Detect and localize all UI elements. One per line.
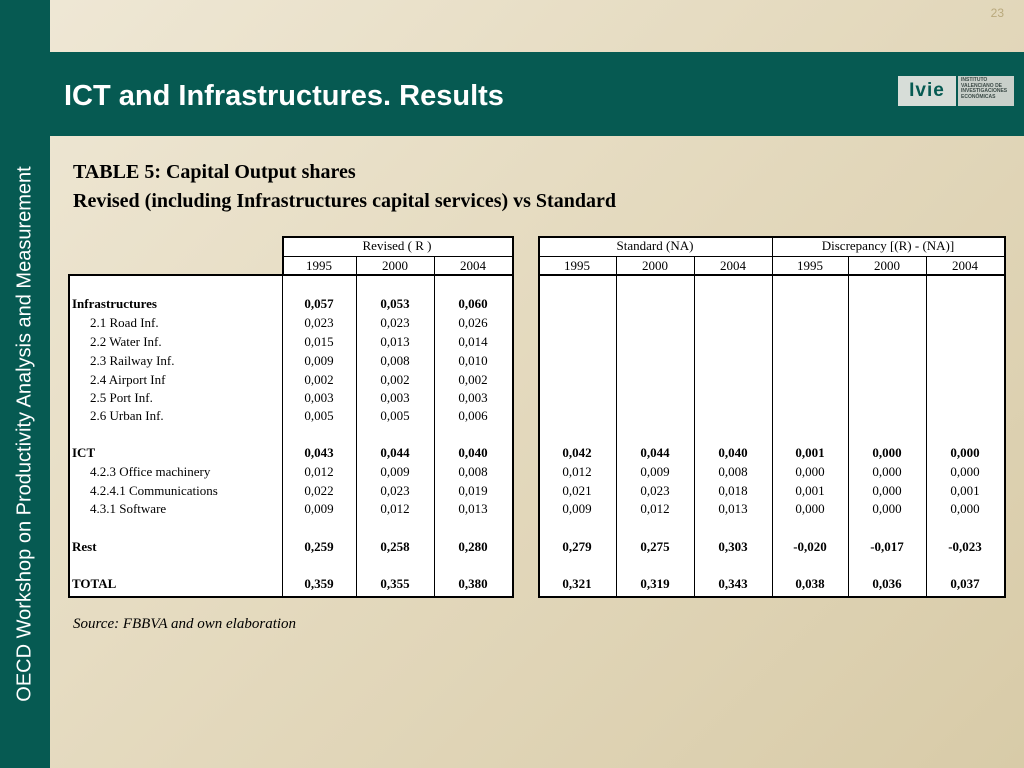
- row-label: 4.2.3 Office machinery: [90, 464, 211, 479]
- discrepancy-value: 0,000: [795, 501, 825, 516]
- row-label: 4.2.4.1 Communications: [90, 483, 218, 498]
- revised-value: 0,015: [304, 334, 334, 349]
- revised-value: 0,008: [380, 353, 410, 368]
- revised-value: 0,005: [380, 408, 410, 423]
- standard-value: 0,044: [640, 445, 670, 460]
- discrepancy-value: 0,036: [872, 576, 902, 591]
- discrepancy-value: -0,023: [948, 539, 982, 554]
- discrepancy-value: 0,000: [872, 501, 902, 516]
- row-label: 2.5 Port Inf.: [90, 390, 153, 405]
- standard-value: 0,042: [562, 445, 592, 460]
- revised-value: 0,259: [304, 539, 334, 554]
- standard-value: 0,018: [718, 483, 748, 498]
- discrepancy-value: 0,037: [950, 576, 980, 591]
- discrepancy-value: 0,000: [795, 464, 825, 479]
- discrepancy-value: 0,000: [950, 464, 980, 479]
- revised-value: 0,380: [458, 576, 488, 591]
- revised-value: 0,040: [458, 445, 488, 460]
- year-header: 1995: [306, 258, 332, 273]
- discrepancy-value: -0,020: [793, 539, 827, 554]
- standard-value: 0,321: [562, 576, 592, 591]
- revised-value: 0,009: [304, 353, 334, 368]
- right-header-divider: [538, 256, 1004, 257]
- year-header: 2000: [642, 258, 668, 273]
- standard-value: 0,021: [562, 483, 592, 498]
- standard-value: 0,012: [562, 464, 592, 479]
- revised-value: 0,023: [380, 315, 410, 330]
- revised-value: 0,019: [458, 483, 488, 498]
- revised-value: 0,002: [380, 372, 410, 387]
- revised-value: 0,023: [380, 483, 410, 498]
- standard-value: 0,009: [562, 501, 592, 516]
- sidebar-band: [0, 0, 50, 768]
- source-note: Source: FBBVA and own elaboration: [73, 616, 297, 632]
- standard-value: 0,009: [640, 464, 670, 479]
- revised-value: 0,280: [458, 539, 488, 554]
- revised-value: 0,057: [304, 296, 334, 311]
- discrepancy-value: 0,000: [950, 445, 980, 460]
- row-label: ICT: [72, 445, 96, 460]
- discrepancy-value: 0,000: [872, 483, 902, 498]
- page-title: ICT and Infrastructures. Results: [64, 80, 504, 112]
- revised-value: 0,022: [304, 483, 334, 498]
- discrepancy-value: 0,038: [795, 576, 825, 591]
- revised-value: 0,053: [380, 296, 410, 311]
- revised-value: 0,012: [304, 464, 334, 479]
- standard-value: 0,319: [640, 576, 670, 591]
- row-label: 4.3.1 Software: [90, 501, 167, 516]
- revised-value: 0,003: [458, 390, 488, 405]
- revised-value: 0,026: [458, 315, 488, 330]
- row-label: 2.2 Water Inf.: [90, 334, 162, 349]
- discrepancy-value: 0,000: [950, 501, 980, 516]
- revised-value: 0,002: [458, 372, 488, 387]
- revised-value: 0,043: [304, 445, 334, 460]
- revised-value: 0,013: [458, 501, 488, 516]
- standard-value: 0,040: [718, 445, 748, 460]
- revised-value: 0,003: [304, 390, 334, 405]
- year-header: 2000: [382, 258, 408, 273]
- revised-value: 0,359: [304, 576, 334, 591]
- revised-value: 0,023: [304, 315, 334, 330]
- standard-value: 0,343: [718, 576, 748, 591]
- revised-value: 0,355: [380, 576, 410, 591]
- standard-value: 0,279: [562, 539, 592, 554]
- discrepancy-value: 0,001: [795, 483, 825, 498]
- group-header-revised: Revised ( R ): [362, 238, 432, 253]
- year-header: 2004: [720, 258, 746, 273]
- standard-value: 0,303: [718, 539, 748, 554]
- table-heading: TABLE 5: Capital Output shares: [73, 161, 356, 183]
- row-label: TOTAL: [72, 576, 117, 591]
- header-bar: [50, 52, 1024, 136]
- standard-value: 0,008: [718, 464, 748, 479]
- year-header: 2004: [952, 258, 978, 273]
- discrepancy-value: 0,000: [872, 445, 902, 460]
- discrepancy-value: 0,001: [795, 445, 825, 460]
- revised-value: 0,006: [458, 408, 488, 423]
- table-subheading: Revised (including Infrastructures capital services) vs Standard: [73, 190, 616, 212]
- revised-value: 0,044: [380, 445, 410, 460]
- row-label: Infrastructures: [72, 296, 157, 311]
- standard-value: 0,023: [640, 483, 670, 498]
- revised-value: 0,060: [458, 296, 488, 311]
- revised-header-divider: [282, 256, 512, 257]
- right-years-divider: [538, 274, 1004, 276]
- revised-value: 0,013: [380, 334, 410, 349]
- group-header-discrepancy: Discrepancy [(R) - (NA)]: [821, 238, 955, 253]
- discrepancy-value: -0,017: [870, 539, 904, 554]
- revised-value: 0,009: [380, 464, 410, 479]
- slide-number: 23: [990, 6, 1004, 20]
- revised-value: 0,010: [458, 353, 488, 368]
- revised-value: 0,012: [380, 501, 410, 516]
- group-header-standard: Standard (NA): [616, 238, 694, 253]
- revised-value: 0,258: [380, 539, 410, 554]
- row-label: 2.3 Railway Inf.: [90, 353, 175, 368]
- revised-value: 0,008: [458, 464, 488, 479]
- ivie-logo: [898, 76, 1014, 106]
- year-header: 2004: [460, 258, 486, 273]
- row-label: 2.1 Road Inf.: [90, 315, 159, 330]
- standard-value: 0,013: [718, 501, 748, 516]
- standard-value: 0,012: [640, 501, 670, 516]
- row-label: 2.4 Airport Inf: [90, 372, 166, 387]
- discrepancy-value: 0,000: [872, 464, 902, 479]
- revised-value: 0,005: [304, 408, 334, 423]
- year-header: 2000: [874, 258, 900, 273]
- discrepancy-value: 0,001: [950, 483, 980, 498]
- revised-value: 0,009: [304, 501, 334, 516]
- standard-value: 0,275: [640, 539, 670, 554]
- revised-value: 0,002: [304, 372, 334, 387]
- logo-subtitle: INSTITUTO VALENCIANO DE INVESTIGACIONES ECONÓMICAS: [958, 76, 1014, 106]
- revised-value: 0,014: [458, 334, 488, 349]
- year-header: 1995: [564, 258, 590, 273]
- logo-word: Ivie: [898, 76, 956, 106]
- year-header: 1995: [797, 258, 823, 273]
- row-label: 2.6 Urban Inf.: [90, 408, 164, 423]
- row-label: Rest: [72, 539, 97, 554]
- revised-value: 0,003: [380, 390, 410, 405]
- sidebar-caption: OECD Workshop on Productivity Analysis and Measurement: [13, 166, 36, 702]
